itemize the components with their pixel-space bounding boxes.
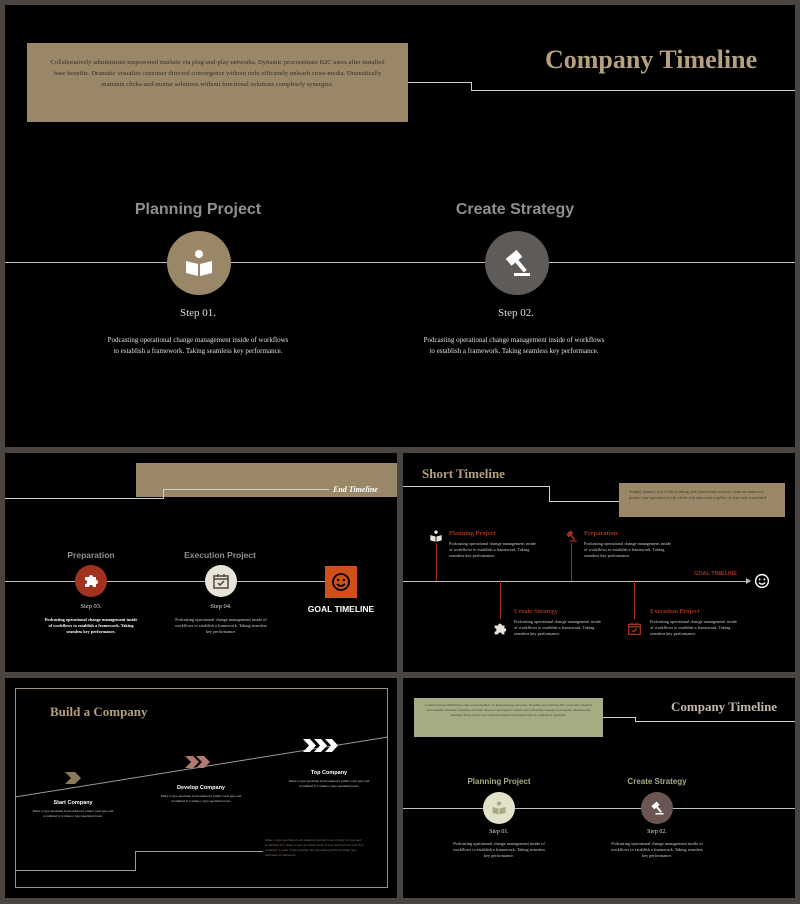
step-heading: Create Strategy [627, 777, 687, 786]
step-circle [641, 792, 673, 824]
note-text: Make a type specimen book unknown printer took a galley of type and scrambled it to make a type specimen book. It has survived not only five centuries. Lorem of the printing and typesetting industry make type specimen an unknown. [265, 838, 364, 857]
step-description: Podcasting operational change management inside of workflows to establish a framework. Taking seamless key performance. [44, 617, 138, 634]
stage-description: Make a type specimen book unknown printer took type and scrambled it to make a type specimen book. [32, 809, 114, 818]
step-label: Step 01. [489, 829, 509, 835]
step-circle [205, 565, 237, 597]
stage-title: Start Company [53, 800, 93, 806]
step-circle [167, 231, 231, 295]
step-circle [483, 792, 515, 824]
step-heading: Execution Project [184, 550, 256, 560]
smiley-icon [754, 573, 770, 589]
connector-line [135, 851, 136, 871]
chevron-icon [63, 770, 83, 786]
double-chevron-icon [183, 754, 213, 770]
intro-text-box [414, 698, 603, 737]
item-title: Preparation [584, 530, 618, 537]
book-reader-icon [183, 247, 215, 279]
timeline-line [403, 808, 795, 809]
book-reader-icon [429, 529, 443, 543]
stage-description: Make a type specimen book unknown printer took type and scrambled it to make a type specimen book. [288, 779, 370, 788]
step-description: Podcasting operational change management inside of workflows to establish a framework. Taking seamless key performance. [610, 841, 704, 858]
step-heading: Planning Project [134, 201, 262, 218]
item-description: Podcasting operational change management inside of workflows to establish a framework. Taking seamless key performance. [449, 541, 536, 558]
connector-line [571, 543, 572, 581]
gavel-icon [501, 247, 533, 279]
triple-chevron-icon [302, 737, 342, 754]
page-title: Company Timeline [545, 45, 758, 74]
stage-description: Make a type specimen book unknown printer took type and scrambled it to make a type specimen book. [160, 794, 242, 803]
page-title: Company Timeline [671, 699, 778, 714]
section-title: Build a Company [50, 704, 148, 719]
banner-title: End Timeline [333, 485, 378, 494]
stage-title: Develop Company [177, 785, 225, 791]
goal-icon-box [325, 566, 357, 598]
step-circle [75, 565, 107, 597]
intro-text: Collaboratively administrate empowered markets via plug-and-play networks. Dynamic procrastinate B2C users after installed base benefits. Dramatic visualize customer directed convergence without redo efficiently unleash cross-media. Dramatically maintain clicks-and-mortar solutions without functional solutions completely synergize. [424, 703, 593, 718]
connector-line [436, 543, 437, 581]
timeline-line [5, 262, 795, 263]
intro-text-box [27, 43, 408, 122]
connector-line [163, 489, 164, 499]
item-description: Podcasting operational change management inside of workflows to establish a framework. Taking seamless key performance. [514, 619, 601, 636]
slide-2[interactable] [5, 453, 397, 672]
connector-line [634, 581, 635, 619]
step-label: Step 02. [497, 307, 535, 319]
connector-line [635, 721, 795, 722]
item-title: Execution Project [650, 608, 700, 615]
step-label: Step 02. [647, 829, 667, 835]
timeline-line [403, 581, 748, 582]
goal-label: GOAL TIMELINE [694, 571, 737, 577]
note-text: Simply dummy text of the printing and typesetting industry when an unknown printer type specimen book where it printer took a galley of type and scrambled. [629, 489, 767, 500]
stage-title: Top Company [310, 770, 348, 776]
calendar-check-icon [212, 572, 230, 590]
step-description: Podcasting operational change management inside of workflows to establish a framework. Taking seamless key performance. [174, 617, 268, 634]
puzzle-icon [492, 621, 508, 637]
item-description: Podcasting operational change management inside of workflows to establish a framework. Taking seamless key performance. [650, 619, 737, 636]
item-description: Podcasting operational change management inside of workflows to establish a framework. Taking seamless key performance. [584, 541, 671, 558]
connector-line [15, 870, 135, 871]
gavel-icon [649, 800, 665, 816]
smiley-icon [331, 572, 351, 592]
step-label: Step 03. [80, 603, 102, 610]
connector-line [135, 851, 263, 852]
step-heading: Preparation [67, 550, 115, 560]
puzzle-icon [82, 572, 100, 590]
connector-line [549, 501, 619, 502]
connector-line [603, 717, 635, 718]
note-box [619, 483, 785, 517]
connector-line [408, 82, 472, 83]
connector-line [471, 90, 795, 91]
connector-line [5, 498, 163, 499]
slide-3[interactable] [403, 453, 795, 672]
slide-4[interactable] [5, 678, 397, 898]
calendar-check-icon [627, 621, 642, 636]
arrow-head [746, 578, 751, 584]
intro-text: Collaboratively administrate empowered markets via plug-and-play networks. Dynamic procrastinate B2C users after installed base benefits. Dramatic visualize customer directed convergence without redo efficiently unleash cross-media. Dramatically maintain clicks-and-mortar solutions without functional solutions completely synergize. [50, 59, 385, 88]
item-title: Create Strategy [514, 608, 558, 615]
slide-5[interactable] [403, 678, 795, 898]
connector-line [500, 581, 501, 619]
item-title: Planning Project [449, 530, 496, 537]
step-description: Podcasting operational change management inside of workflows to establish a framework. Taking seamless key performance. [452, 841, 546, 858]
gavel-icon [564, 529, 578, 543]
connector-line [549, 486, 550, 502]
section-title: Short Timeline [422, 466, 505, 481]
step-heading: Planning Project [467, 777, 531, 786]
step-circle [485, 231, 549, 295]
slide-1[interactable] [5, 5, 795, 447]
timeline-line [5, 581, 325, 582]
step-description: Podcasting operational change management inside of workflows to establish a framework. Taking seamless key performance. [423, 336, 605, 355]
connector-line [403, 486, 549, 487]
goal-label: GOAL TIMELINE [307, 604, 375, 614]
step-description: Podcasting operational change management inside of workflows to establish a framework. Taking seamless key performance. [107, 336, 289, 355]
step-heading: Create Strategy [455, 201, 575, 218]
step-label: Step 01. [179, 307, 217, 319]
step-label: Step 04. [210, 603, 232, 610]
connector-line [163, 489, 329, 490]
book-reader-icon [491, 800, 507, 816]
